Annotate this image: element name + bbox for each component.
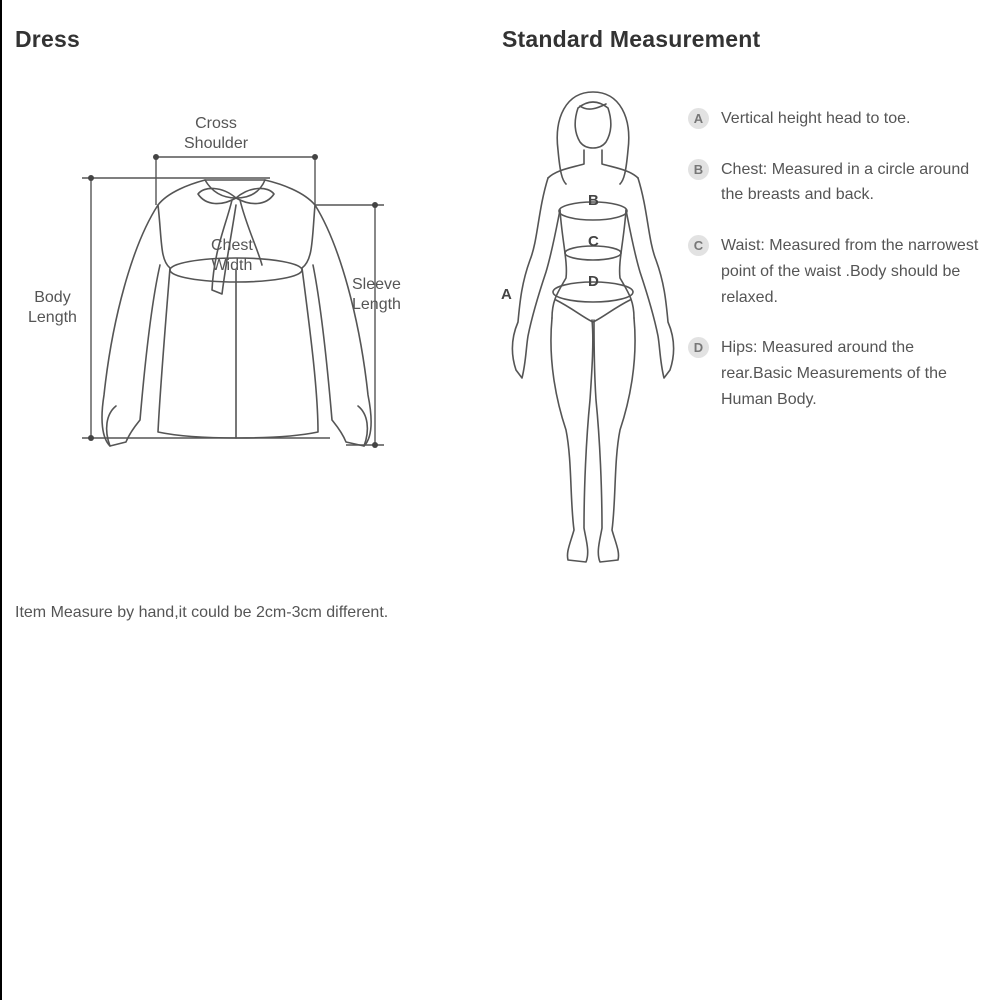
legend-badge-a: A	[688, 108, 709, 129]
sleeve-length-label	[352, 275, 401, 315]
chest-width-label	[211, 236, 253, 276]
legend-text-b: Chest: Measured in a circle around the breasts and back.	[721, 160, 970, 204]
legend-item-a	[688, 106, 988, 132]
legend-badge-d: D	[688, 337, 709, 358]
measurement-legend	[688, 106, 988, 437]
legend-badge-b: B	[688, 159, 709, 180]
figure-letter-a: A	[501, 286, 512, 303]
cross-shoulder-label-line1: Cross	[195, 115, 237, 132]
legend-item-d	[688, 335, 988, 412]
shirt-illustration	[102, 180, 371, 446]
chest-width-label-line1: Chest	[211, 237, 253, 254]
cross-shoulder-label-line2: Shoulder	[184, 135, 249, 152]
cross-shoulder-label	[184, 114, 248, 154]
body-length-label-line2: Length	[28, 309, 77, 326]
sleeve-length-label-line2: Length	[352, 296, 401, 313]
body-length-label	[28, 288, 77, 328]
dress-title: Dress	[15, 26, 80, 52]
standard-measurement-title: Standard Measurement	[502, 26, 761, 52]
legend-item-c	[688, 233, 988, 310]
sleeve-length-label-line1: Sleeve	[352, 276, 401, 293]
chest-width-label-line2: Width	[211, 257, 253, 274]
legend-item-b	[688, 157, 988, 208]
figure-letter-d: D	[588, 273, 599, 290]
figure-letter-b: B	[588, 192, 599, 209]
legend-badge-c: C	[688, 235, 709, 256]
body-length-label-line1: Body	[34, 289, 71, 306]
figure-letter-c: C	[588, 233, 599, 250]
legend-text-a: Vertical height head to toe.	[721, 110, 911, 127]
body-figure-illustration	[512, 92, 673, 562]
measurement-footnote: Item Measure by hand,it could be 2cm-3cm different.	[15, 604, 389, 621]
legend-text-c: Waist: Measured from the narrowest point of the waist .Body should be relaxed.	[721, 237, 979, 306]
legend-text-d: Hips: Measured around the rear.Basic Measurements of the Human Body.	[721, 339, 947, 408]
